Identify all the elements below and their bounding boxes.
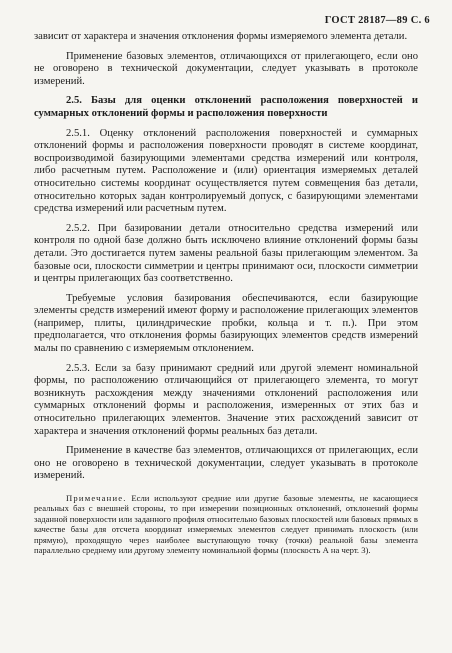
note-text: Если используют средние или другие базовые элементы, не касающиеся реальных баз с внешней стороны, то при измерении позиционных отклонений, отклонений формы заданной поверхности или заданного профиля относительно базовых плоскостей или базовых прямых в качестве базы для отсчета координат измеряемых элементов следует принимать плоскость (или прямую), проходящую через наиболее выступающую точку (точки) реальной базы элемента параллельно среднему или другому элементу номинальной формы (плоскость А на черт. 3). [34, 493, 418, 556]
page-content [34, 31, 418, 555]
paragraph-base-elements-usage: Применение базовых элементов, отличающихся от прилегающего, если оно не оговорено в технической документации, следует указывать в протоколе измерений. [34, 50, 418, 87]
paragraph-2-5-2: 2.5.2. При базировании детали относительно средства измерений или контроля по одной базе должно быть исключено влияние отклонений формы базы детали. Это достигается путем замены реальной базы прилегающим элементом. За базовые оси, плоскости симметрии и центры принимают оси, плоскости симметрии и центры прилегающих баз соответственно. [34, 222, 418, 285]
paragraph-2-5-3: 2.5.3. Если за базу принимают средний или другой элемент номинальной формы, по расположению отличающийся от прилегающего элемента, то могут возникнуть расхождения между значениями отклонений расположения или суммарных отклонений формы и расположения, измеренных от этих баз и относительно прилегающих элементов. Значение этих расхождений зависит от характера и значения отклонений формы реальных баз детали. [34, 362, 418, 437]
section-heading: 2.5. Базы для оценки отклонений расположения поверхностей и суммарных отклонений формы и расположения поверхности [34, 95, 418, 119]
paragraph-non-adjacent-bases: Применение в качестве баз элементов, отличающихся от прилегающих, если оно не оговорено в технической документации, следует указывать в протоколе измерений. [34, 445, 418, 482]
paragraph-continuation: зависит от характера и значения отклонения формы измеряемого элемента детали. [34, 31, 408, 42]
page-header: ГОСТ 28187—89 С. 6 [324, 15, 430, 26]
note [34, 493, 418, 555]
paragraph-base-conditions: Требуемые условия базирования обеспечиваются, если базирующие элементы средств измерений имеют форму и расположение прилегающих элементов (например, плиты, цилиндрические пробки, кольца и т. п.). При этом предполагается, что отклонения формы базирующих элементов средств измерений малы по сравнению с измеряемым отклонением. [34, 292, 418, 355]
note-label: Примечание. [66, 493, 127, 503]
paragraph-2-5-1: 2.5.1. Оценку отклонений расположения поверхностей и суммарных отклонений формы и расположения поверхности проводят в системе координат, воспроизводимой базирующими элементами средства измерений или контроля, либо расчетным путем. Расположение и (или) ориентация измеряемых деталей относительно системы координат осуществляется путем совмещения баз детали, относительно которых задан контролируемый допуск, с базирующими элементами средства измерений или расчетным путем. [34, 127, 418, 215]
